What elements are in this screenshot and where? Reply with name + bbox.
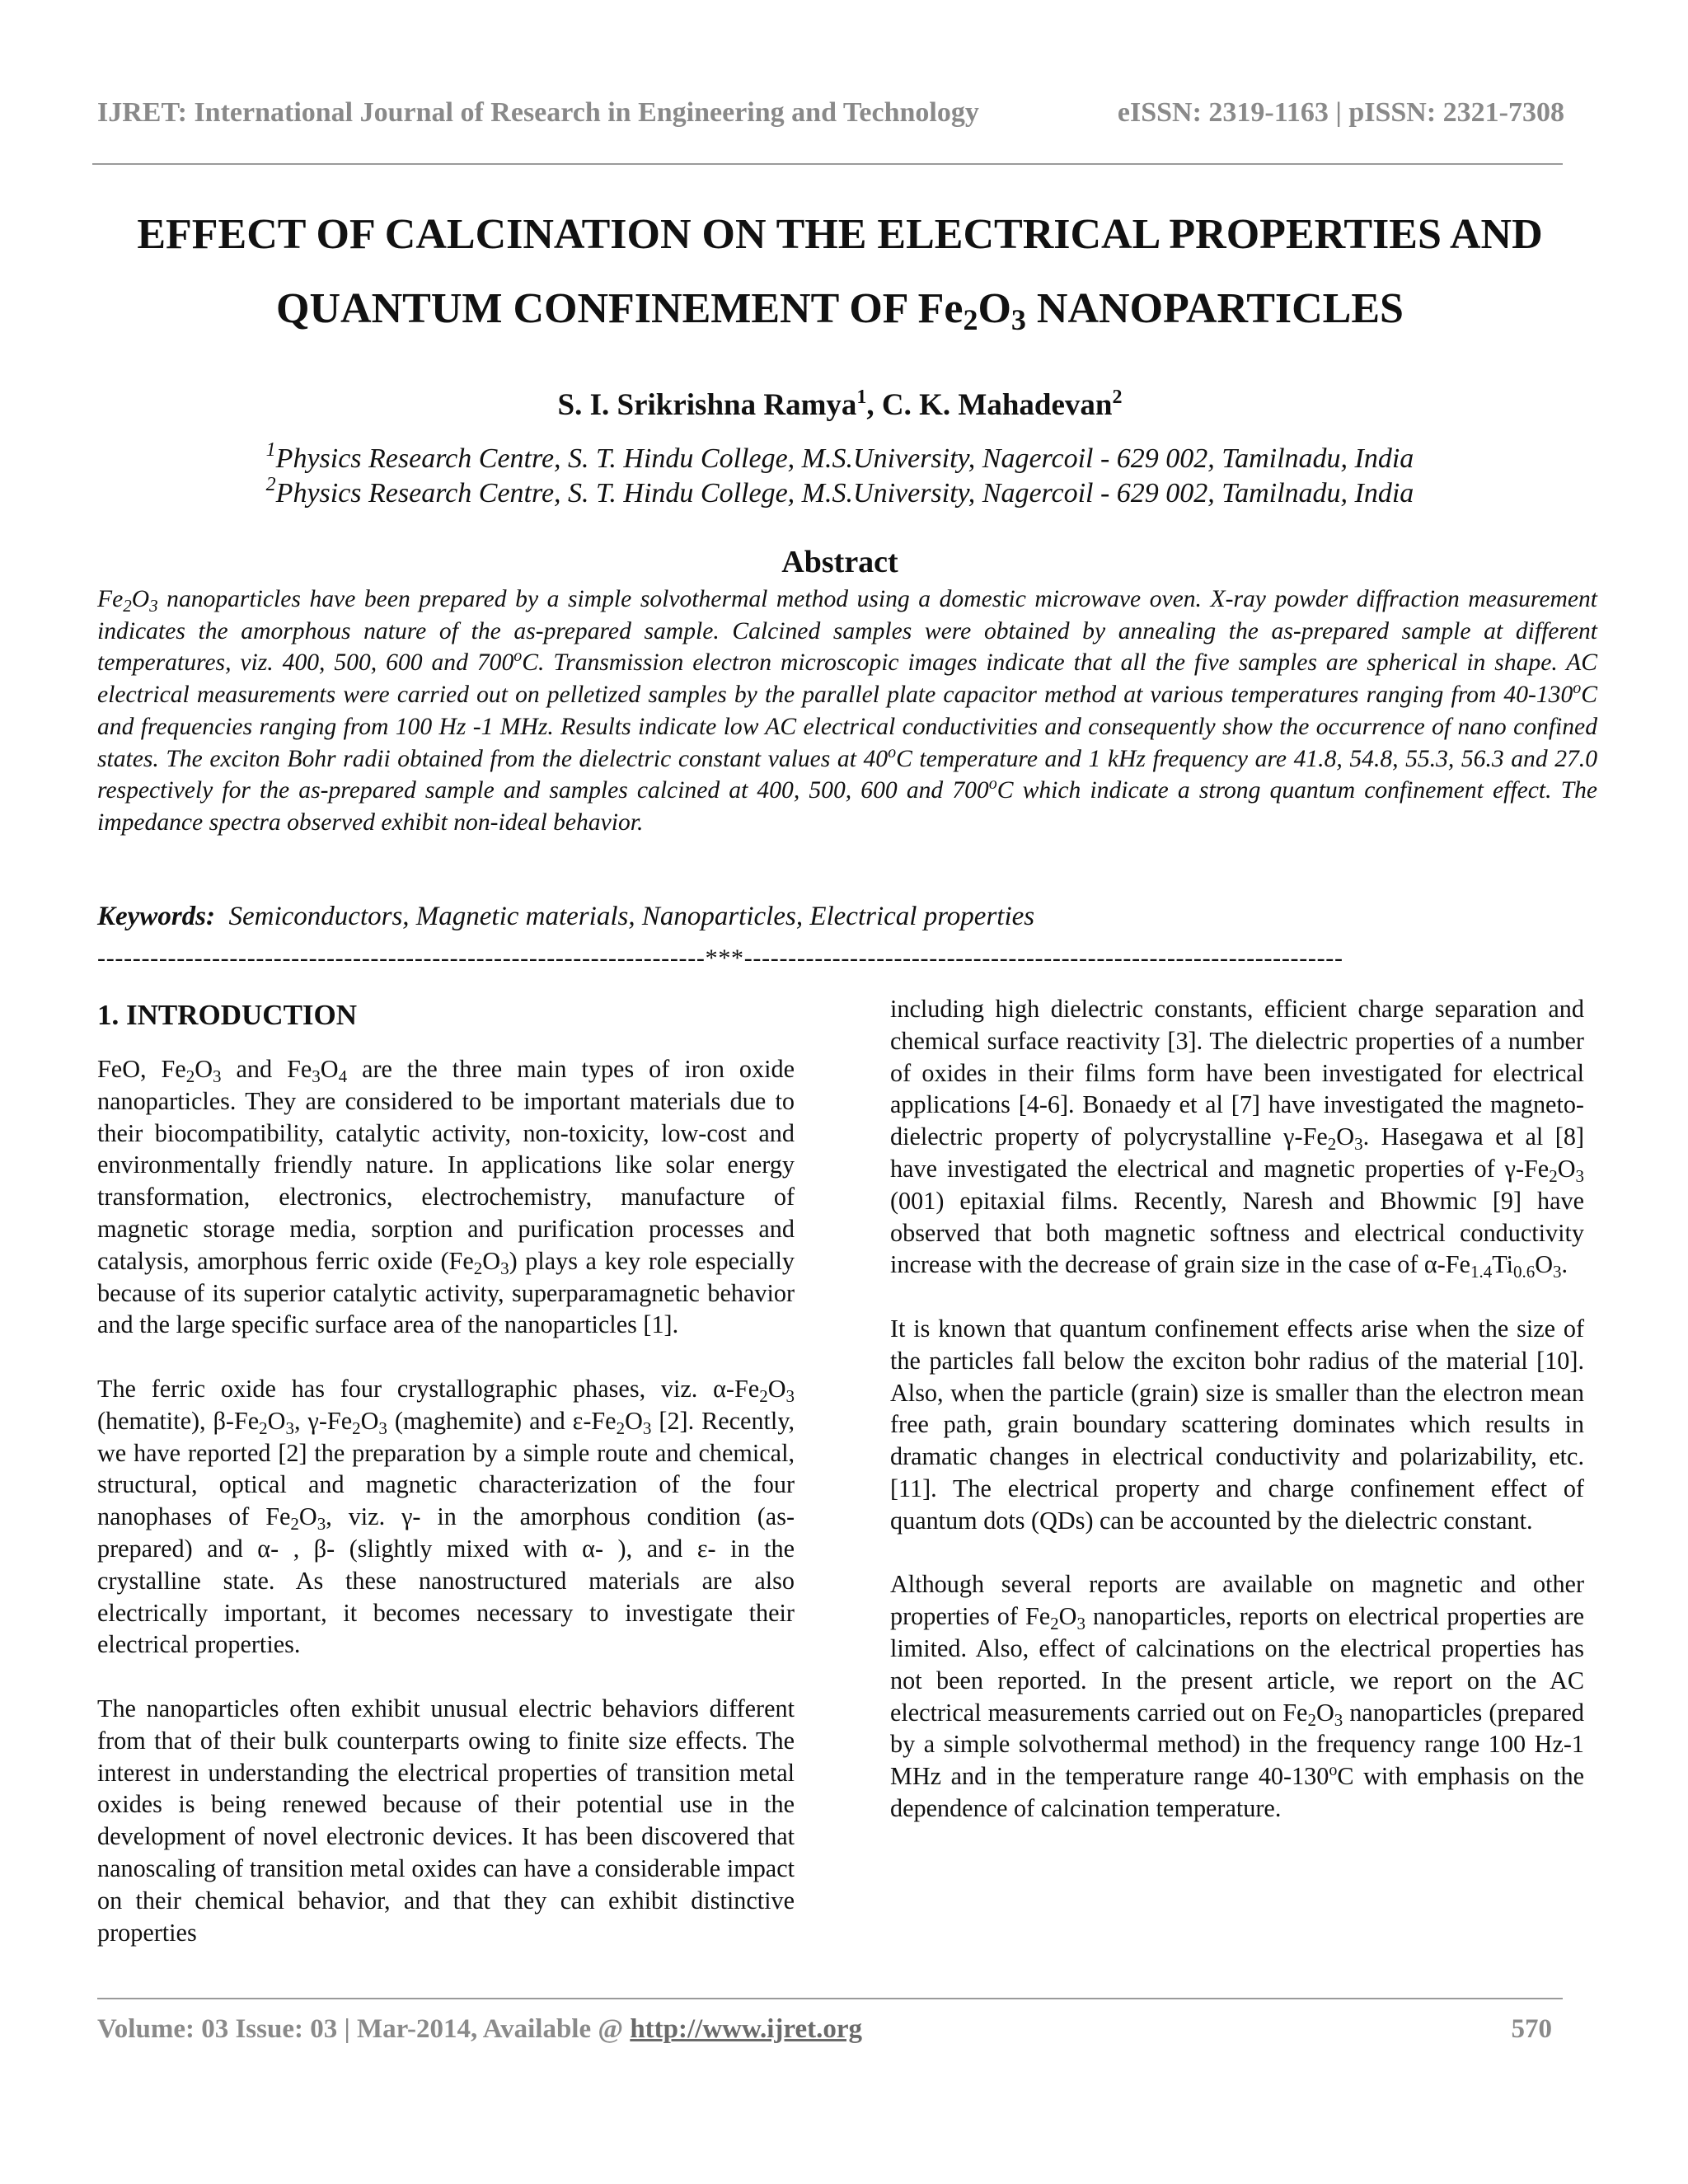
journal-header: IJRET: International Journal of Research in Engineering and Technology — [97, 97, 979, 128]
keywords-list: Semiconductors, Magnetic materials, Nanoparticles, Electrical properties — [215, 902, 1035, 931]
paragraph-1: FeO, $Fe_2O_3$ and $Fe_3O_4$ are the three main types of iron oxide nanoparticles. They are considered to be important materials due to their biocompatibility, catalytic activity, non-toxicity, low-cost and environmentally friendly nature. In applications like solar energy transformation, electronics, electrochemistry, manufacture of magnetic storage media, sorption and purification processes and catalysis, amorphous ferric oxide $(Fe_2O_3)$ plays a key role especially because of its superior catalytic activity, superparamagnetic behavior and the large specific surface area of the nanoparticles [1]. — [97, 1055, 795, 1339]
paragraph-3: The nanoparticles often exhibit unusual electric behaviors different from that of their bulk counterparts owing to finite size effects. The interest in understanding the electrical properties of transition metal oxides is being renewed because of their potential use in the development of novel electronic devices. It has been discovered that nanoscaling of transition metal oxides can have a considerable impact on their chemical behavior, and that they can exhibit distinctive properties — [97, 1694, 795, 1947]
issn-header: eISSN: 2319-1163 | pISSN: 2321-7308 — [1117, 97, 1564, 128]
paragraph-4: including high dielectric constants, efficient charge separation and chemical surface reactivity [3]. The dielectric properties of a number of oxides in their films form have been investigated for electrical applications [4-6]. Bonaedy et al [7] have investigated the magneto-dielectric property of polycrystalline $\gamma-Fe_2O_3$. Hasegawa et al [8] have investigated the electrical and magnetic properties of $\gamma-Fe_2O_3$ (001) epitaxial films. Recently, Naresh and Bhowmic [9] have observed that both magnetic softness and electrical conductivity increase with the decrease of grain size in the case of $\alpha-Fe_{1.4}Ti_{0.6}O_3$. — [890, 995, 1585, 1282]
keywords — [97, 902, 1597, 932]
paragraph-5: It is known that quantum confinement effects arise when the size of the particles fall below the exciton bohr radius of the material [10]. Also, when the particle (grain) size is smaller than the electron mean free path, grain boundary scattering dominates which results in dramatic changes in electrical conductivity and polarizability, etc. [11]. The electrical property and charge confinement effect of quantum dots (QDs) can be accounted by the dielectric constant. — [890, 1314, 1584, 1535]
paper-title — [82, 198, 1597, 346]
abstract-heading: Abstract — [781, 545, 898, 579]
section-separator: ---------------------------------------------------------------------***-------------------------------------------------------------------- — [97, 944, 1343, 972]
affiliation-1: $^1$Physics Research Centre, S. T. Hindu College, M.S.University, Nagercoil - 629 002, Tamilnadu, India — [265, 439, 1414, 474]
paragraph-2: The ferric oxide has four crystallographic phases, viz. $\alpha-Fe_2O_3$ (hematite), $\beta-Fe_2O_3$, $\gamma-Fe_2O_3$ (maghemite) and $\varepsilon-Fe_2O_3$ [2]. Recently, we have reported [2] the preparation by a simple route and chemical, structural, optical and magnetic characterization of the four nanophases of $Fe_2O_3$, viz. γ- in the amorphous condition (as-prepared) and α- , β- (slightly mixed with α- ), and ε- in the crystalline state. As these nanostructured materials are also electrically important, it becomes necessary to investigate their electrical properties. — [97, 1374, 795, 1659]
header-divider — [92, 163, 1563, 165]
keywords-label: Keywords: — [97, 902, 215, 931]
affiliation-2: $^2$Physics Research Centre, S. T. Hindu College, M.S.University, Nagercoil - 629 002, Tamilnadu, India — [265, 474, 1414, 509]
paragraph-6: Although several reports are available on magnetic and other properties of $Fe_2O_3$ nanoparticles, reports on electrical properties are limited. Also, effect of calcinations on the electrical properties has not been reported. In the present article, we report on the AC electrical measurements carried out on $Fe_2O_3$ nanoparticles (prepared by a simple solvothermal method) in the frequency range 100 Hz-1 MHz and in the temperature range 40-130$^o$C with emphasis on the dependence of calcination temperature. — [890, 1570, 1584, 1822]
author-1: S. I. Srikrishna Ramya — [557, 388, 857, 422]
section-heading-introduction: 1. INTRODUCTION — [97, 999, 358, 1031]
right-column — [890, 993, 1584, 1857]
page-number: 570 — [1511, 2014, 1552, 2044]
title-line-1: EFFECT OF CALCINATION ON THE ELECTRICAL PROPERTIES AND — [137, 211, 1543, 258]
footer-divider — [97, 1998, 1563, 1999]
author-list: S. I. Srikrishna Ramya$^1$, C. K. Mahadevan$^2$ — [557, 387, 1123, 422]
left-column — [97, 997, 795, 1980]
abstract-text: $Fe_2O_3$ nanoparticles have been prepared by a simple solvothermal method using a domestic microwave oven. X-ray powder diffraction measurement indicates the amorphous nature of the as-prepared sample. Calcined samples were obtained by annealing the as-prepared sample at different temperatures, viz. 400, 500, 600 and 700$^o$C. Transmission electron microscopic images indicate that all the five samples are spherical in shape. AC electrical measurements were carried out on pelletized samples by the parallel plate capacitor method at various temperatures ranging from 40-130$^o$C and frequencies ranging from 100 Hz -1 MHz. Results indicate low AC electrical conductivities and consequently show the occurrence of nano confined states. The exciton Bohr radii obtained from the dielectric constant values at 40$^o$C temperature and 1 kHz frequency are 41.8, 54.8, 55.3, 56.3 and 27.0 respectively for the as-prepared sample and samples calcined at 400, 500, 600 and 700$^o$C which indicate a strong quantum confinement effect. The impedance spectra observed exhibit non-ideal behavior. — [97, 586, 1598, 836]
journal-link[interactable]: http://www.ijret.org — [630, 2014, 862, 2044]
title-line-2: QUANTUM CONFINEMENT OF $Fe_2O_3$ NANOPARTICLES — [276, 285, 1404, 336]
author-2: C. K. Mahadevan — [881, 388, 1113, 422]
footer-citation: Volume: 03 Issue: 03 | Mar-2014, Available @ http://www.ijret.org — [97, 2014, 862, 2044]
